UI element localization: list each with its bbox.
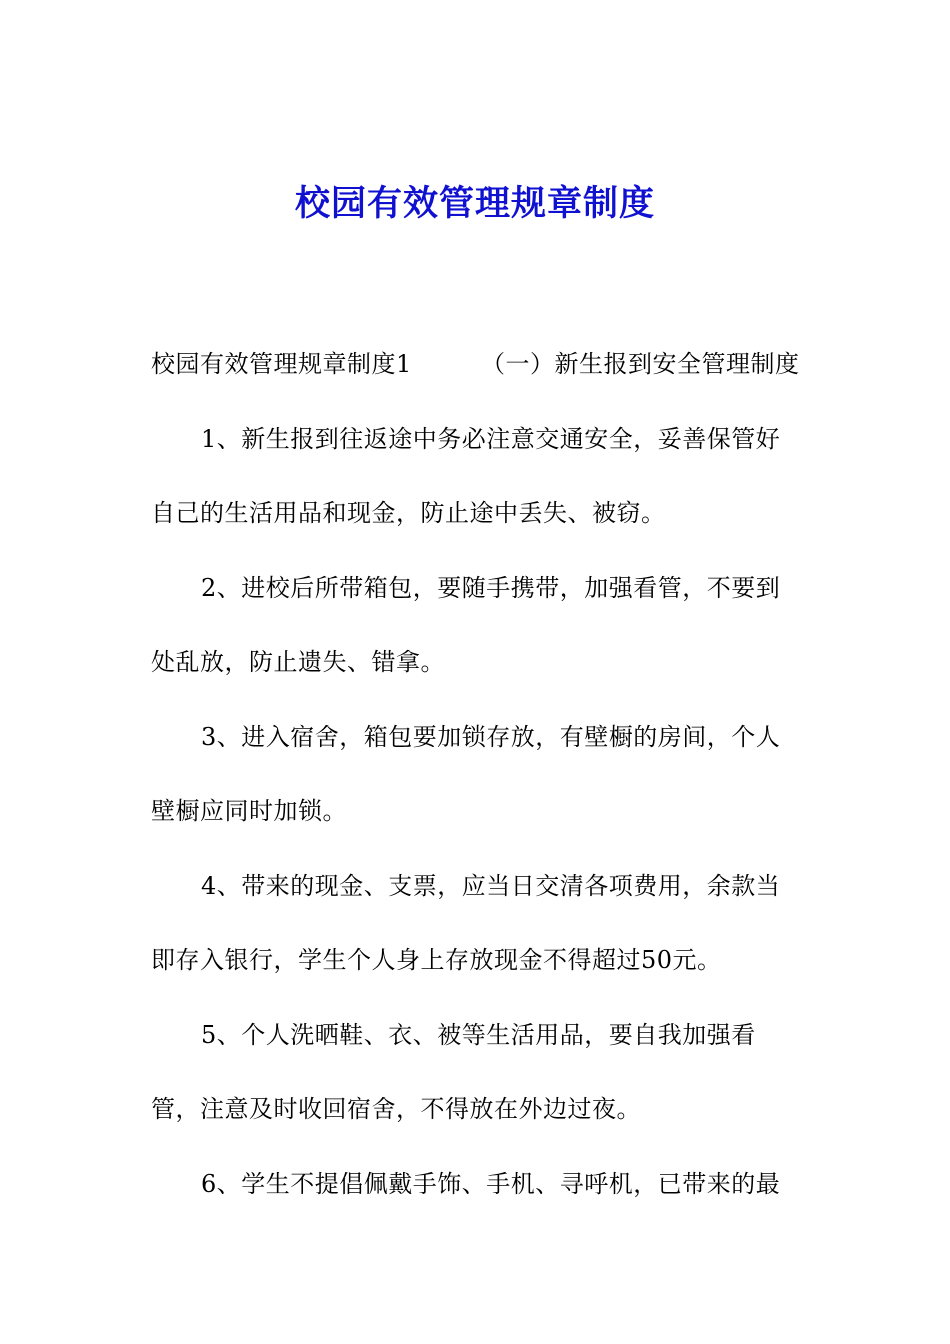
document-title: 校园有效管理规章制度 [294,184,655,224]
paragraph-line: 4、带来的现金、支票，应当日交清各项费用，余款当 [201,871,781,900]
paragraph-line: 2、进校后所带箱包，要随手携带，加强看管，不要到 [201,573,781,602]
subsection-heading: （一）新生报到安全管理制度 [481,350,800,378]
paragraph-line: 6、学生不提倡佩戴手饰、手机、寻呼机，已带来的最 [201,1169,781,1198]
paragraph-line: 5、个人洗晒鞋、衣、被等生活用品，要自我加强看 [201,1020,756,1049]
section-label: 校园有效管理规章制度1 [151,350,412,378]
paragraph-line: 自己的生活用品和现金，防止途中丢失、被窃。 [151,499,666,527]
paragraph-line: 即存入银行，学生个人身上存放现金不得超过50元。 [151,946,722,974]
document-body [151,327,811,1221]
paragraph-line: 处乱放，防止遗失、错拿。 [151,648,445,676]
paragraph-line: 壁橱应同时加锁。 [151,797,347,825]
paragraph-line: 管，注意及时收回宿舍，不得放在外边过夜。 [151,1095,641,1123]
section-heading-line [151,327,811,402]
paragraph-line: 3、进入宿舍，箱包要加锁存放，有壁橱的房间，个人 [201,722,781,751]
paragraph-line: 1、新生报到往返途中务必注意交通安全，妥善保管好 [201,424,781,453]
